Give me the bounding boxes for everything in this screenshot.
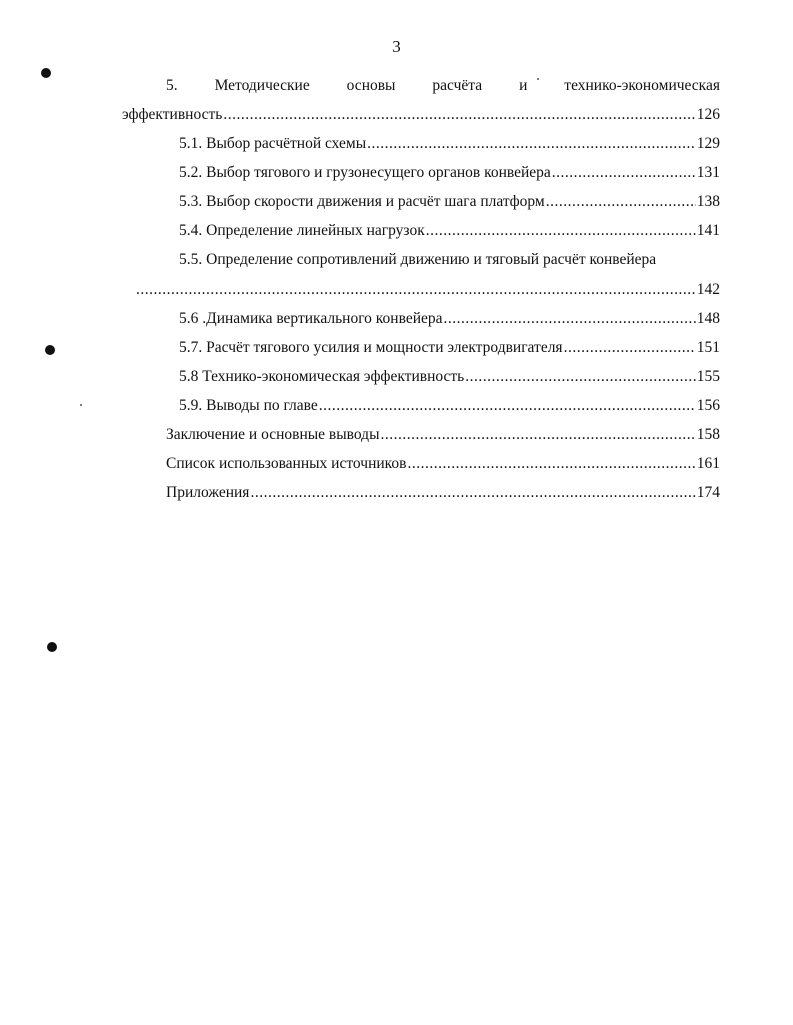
toc-leader-dots: [444, 309, 696, 329]
toc-entry-title: 5.2. Выбор тягового и грузонесущего органов конвейера: [179, 164, 551, 181]
toc-entry-title: Список использованных источников: [166, 455, 407, 472]
toc-entry: [179, 192, 720, 212]
binder-hole-mark: [47, 642, 57, 652]
toc-entry-title: эффективность: [122, 106, 223, 123]
toc-entry-page: 174: [696, 484, 720, 501]
toc-entry: [179, 338, 720, 358]
toc-leader-dots: [552, 163, 696, 183]
toc-entry: [166, 425, 720, 445]
toc-entry-5-5-title: [179, 250, 720, 270]
toc-entry-page: 141: [696, 222, 720, 239]
binder-hole-mark: [41, 68, 51, 78]
toc-entry-title: 5.6 .Динамика вертикального конвейера: [179, 310, 443, 327]
toc-leader-dots: [380, 425, 695, 445]
toc-entry-page: 131: [696, 164, 720, 181]
toc-entry-page: 158: [696, 426, 720, 443]
toc-entry-page: 155: [696, 368, 720, 385]
toc-leader-dots: [136, 280, 696, 300]
toc-section-5-word: основы: [346, 77, 396, 94]
toc-entry-title: Приложения: [166, 484, 250, 501]
toc-entry: [166, 454, 720, 474]
toc-entry-page: 156: [696, 397, 720, 414]
toc-entry-title: 5.3. Выбор скорости движения и расчёт шага платформ: [179, 193, 545, 210]
toc-entry: [179, 396, 720, 416]
toc-entry-title: 5.1. Выбор расчётной схемы: [179, 135, 367, 152]
scan-speck: [537, 78, 539, 80]
toc-entry: [166, 483, 720, 503]
toc-section-5-word: и: [519, 77, 528, 94]
toc-entry-title: 5.4. Определение линейных нагрузок: [179, 222, 425, 239]
toc-entry: [179, 309, 720, 329]
toc-entry-title: Заключение и основные выводы: [166, 426, 380, 443]
toc-entry: [179, 134, 720, 154]
toc-leader-dots: [465, 367, 696, 387]
toc-leader-dots: [546, 192, 696, 212]
toc-entry-page: 126: [696, 106, 720, 123]
toc-entry-title: 5.7. Расчёт тягового усилия и мощности электродвигателя: [179, 339, 563, 356]
toc-leader-dots: [319, 396, 696, 416]
toc-section-5-heading: [166, 76, 720, 96]
toc-entry-page: 129: [696, 135, 720, 152]
toc-entry-title: 5.8 Технико-экономическая эффективность: [179, 368, 465, 385]
toc-leader-dots: [367, 134, 696, 154]
toc-entry-title: 5.9. Выводы по главе: [179, 397, 318, 414]
toc-leader-dots: [407, 454, 695, 474]
toc-entry: [179, 367, 720, 387]
toc-entry: [179, 163, 720, 183]
toc-leader-dots: [564, 338, 696, 358]
toc-section-5-word: технико-экономическая: [564, 77, 720, 94]
toc-entry-page: 161: [696, 455, 720, 472]
toc-entry: [179, 221, 720, 241]
toc-entry-5-5-leader: [136, 280, 720, 300]
toc-entry-page: 148: [696, 310, 720, 327]
toc-leader-dots: [426, 221, 696, 241]
toc-entry-page: 138: [696, 193, 720, 210]
toc-leader-dots: [250, 483, 695, 503]
toc-section-5-word: расчёта: [432, 77, 483, 94]
toc-entry-page: 142: [696, 281, 720, 298]
page-number: 3: [392, 37, 401, 56]
toc-entry-title: 5.5. Определение сопротивлений движению и тяговый расчёт конвейера: [179, 251, 657, 268]
binder-hole-mark: [45, 345, 55, 355]
toc-section-5-continuation: [122, 105, 720, 125]
toc-section-5-word: Методические: [214, 77, 310, 94]
toc-entry-page: 151: [696, 339, 720, 356]
scan-speck: [80, 404, 82, 406]
toc-section-5-number: 5.: [166, 77, 178, 94]
toc-leader-dots: [223, 105, 695, 125]
